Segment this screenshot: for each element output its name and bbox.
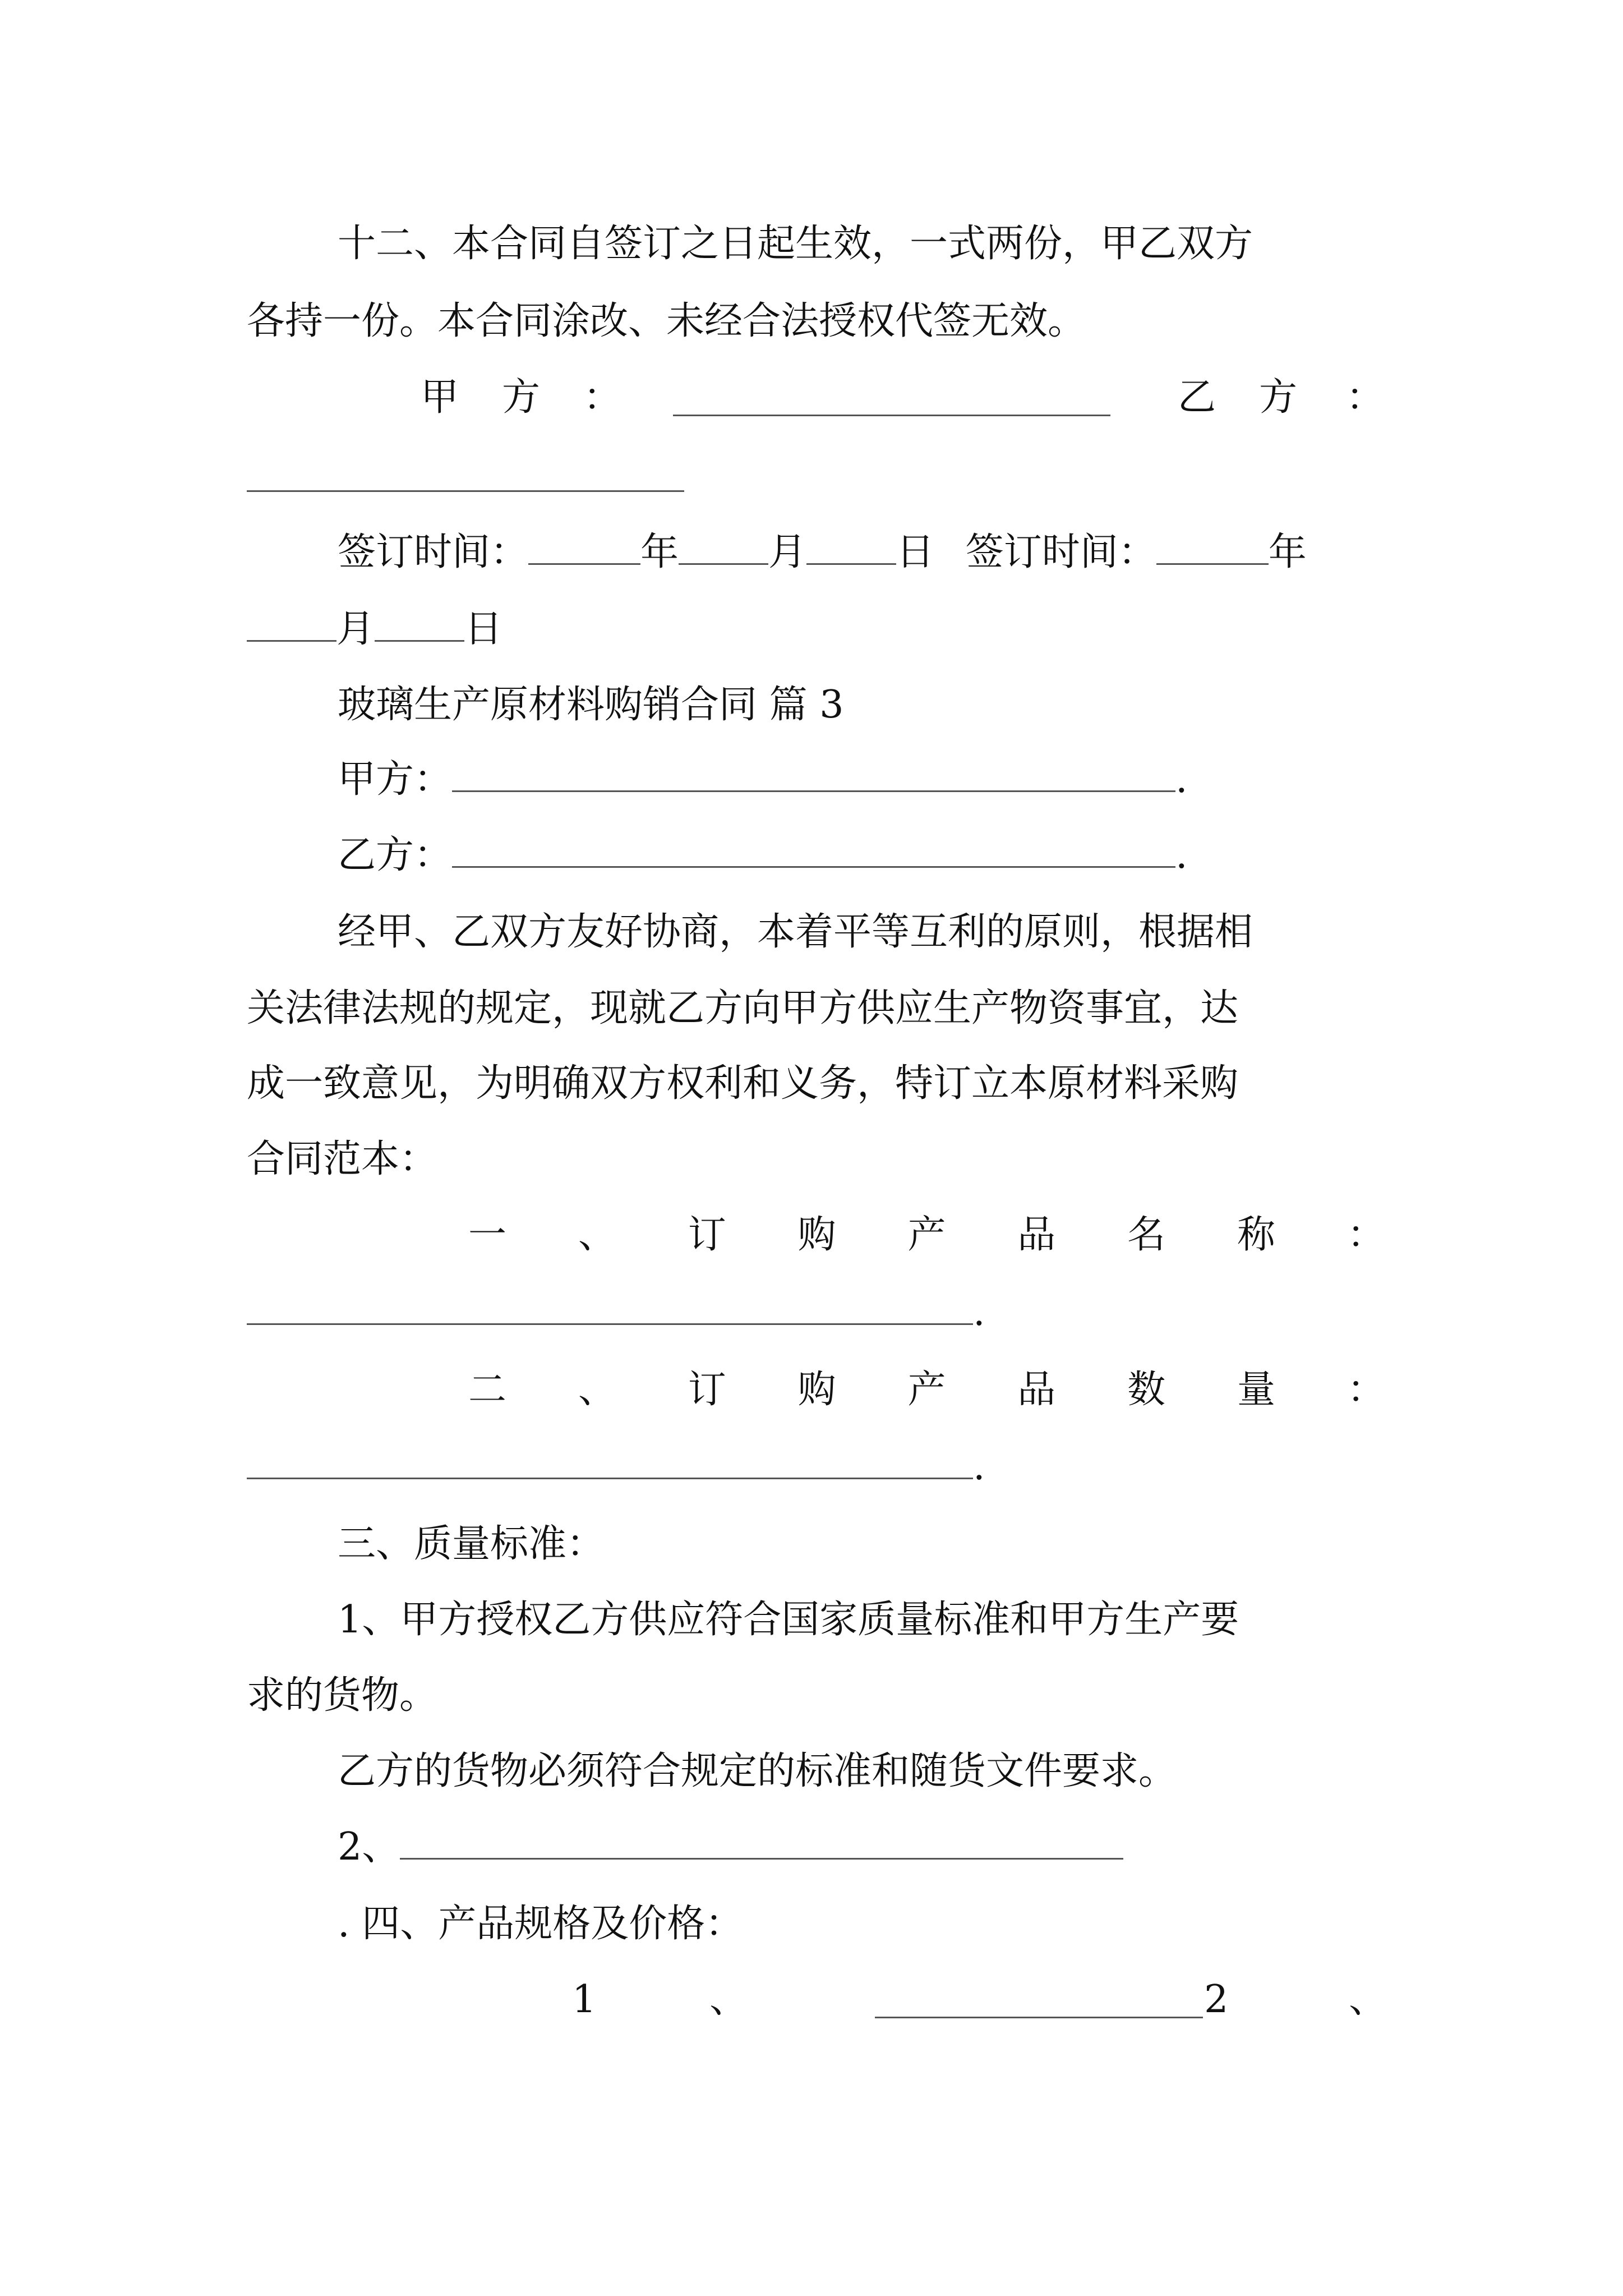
section-title: 玻璃生产原材料购销合同 篇 3 [338, 683, 844, 727]
spec-num-1: 1 [572, 1977, 597, 2022]
item-2-period: . [973, 1444, 985, 1489]
quality-1-line-1: 1、甲方授权乙方供应符合国家质量标准和甲方生产要 [338, 1598, 1239, 1642]
sign-time-label-a: 签订时间： [338, 530, 529, 574]
party-b-row [338, 827, 1476, 884]
day-label-a: 日 [896, 530, 935, 574]
year-blank-a[interactable] [528, 530, 640, 565]
month-blank-a[interactable] [679, 530, 768, 565]
item-1-char: 购 [797, 1213, 836, 1257]
quality-title: 三、质量标准： [338, 1522, 605, 1566]
year-blank-b[interactable] [1156, 530, 1269, 565]
item-2-char: 购 [797, 1368, 836, 1412]
item-1-char: ： [1347, 1213, 1385, 1257]
item-1-row [468, 1207, 1385, 1263]
clause-12-line-1: 十二、本合同自签订之日起生效，一式两份，甲乙双方 [338, 222, 1253, 266]
party-b-sign-char-2: 方 [1259, 375, 1298, 420]
month-label-b: 月 [336, 607, 375, 651]
party-a-label: 甲方： [338, 757, 453, 802]
spec-sep-1: 、 [709, 1977, 748, 2022]
item-2-char: 数 [1127, 1368, 1166, 1412]
party-a-row [338, 752, 1476, 808]
party-b-sign-char-1: 乙 [1178, 375, 1216, 420]
item-1-char: 名 [1127, 1213, 1166, 1257]
party-b-blank[interactable] [452, 832, 1175, 868]
party-a-sign-char-2: 方 [502, 375, 541, 420]
product-quantity-blank[interactable] [247, 1444, 973, 1479]
party-b-period: . [1175, 833, 1188, 877]
item-2-char: 二 [468, 1368, 507, 1412]
quality-2-row [338, 1819, 1476, 1875]
quality-2-blank[interactable] [400, 1824, 1123, 1860]
party-a-sign-blank[interactable] [673, 381, 1110, 416]
item-2-char: 量 [1237, 1368, 1276, 1412]
item-1-char: 品 [1017, 1213, 1056, 1257]
item-2-char: 产 [907, 1368, 946, 1412]
item-2-char: 品 [1017, 1368, 1056, 1412]
spec-sep-2: 、 [1349, 1977, 1387, 2022]
year-label-a: 年 [640, 530, 679, 574]
item-2-row [468, 1362, 1385, 1418]
party-b-label: 乙方： [338, 833, 453, 877]
spec-blank-1[interactable] [875, 1983, 1203, 2018]
party-a-period: . [1175, 757, 1188, 802]
day-blank-a[interactable] [806, 530, 896, 565]
intro-line-2: 关法律法规的规定，现就乙方向甲方供应生产物资事宜，达 [247, 986, 1239, 1030]
item-1-char: 称 [1237, 1213, 1276, 1257]
quality-note: 乙方的货物必须符合规定的标准和随货文件要求。 [338, 1749, 1177, 1793]
item-1-char: 产 [907, 1213, 946, 1257]
item-2-char: 订 [688, 1368, 726, 1412]
sign-time-label-b: 签订时间： [965, 530, 1156, 574]
sign-time-row-continued [247, 601, 1385, 657]
sign-time-row [338, 524, 1386, 581]
month-blank-b[interactable] [247, 606, 336, 642]
spec-title: . 四、产品规格及价格： [338, 1902, 744, 1946]
item-2-char: ： [1347, 1368, 1385, 1412]
item-1-char: 、 [578, 1213, 616, 1257]
quality-2-label: 2、 [338, 1825, 400, 1869]
item-1-char: 一 [468, 1213, 507, 1257]
spec-num-2: 2 [1204, 1977, 1229, 2022]
day-blank-b[interactable] [375, 606, 464, 642]
party-a-blank[interactable] [452, 757, 1175, 792]
product-name-blank[interactable] [247, 1290, 973, 1325]
item-2-blank-row [247, 1439, 1385, 1495]
item-1-period: . [973, 1290, 985, 1335]
party-a-sign-char-1: 甲 [421, 375, 459, 420]
party-a-sign-char-3: ： [583, 375, 622, 420]
day-label-b: 日 [464, 607, 503, 651]
intro-line-4: 合同范本： [247, 1137, 438, 1181]
quality-1-line-2: 求的货物。 [247, 1673, 438, 1718]
intro-line-3: 成一致意见，为明确双方权利和义务，特订立本原材料采购 [247, 1061, 1239, 1106]
clause-12-line-2: 各持一份。本合同涂改、未经合法授权代签无效。 [247, 299, 1086, 343]
year-label-b: 年 [1268, 530, 1307, 574]
intro-line-1: 经甲、乙双方友好协商，本着平等互利的原则，根据相 [338, 910, 1253, 954]
month-label-a: 月 [768, 530, 807, 574]
item-1-blank-row [247, 1285, 1385, 1341]
party-b-sign-blank[interactable] [247, 489, 684, 492]
item-1-char: 订 [688, 1213, 726, 1257]
party-b-sign-char-3: ： [1346, 375, 1385, 420]
item-2-char: 、 [578, 1368, 616, 1412]
